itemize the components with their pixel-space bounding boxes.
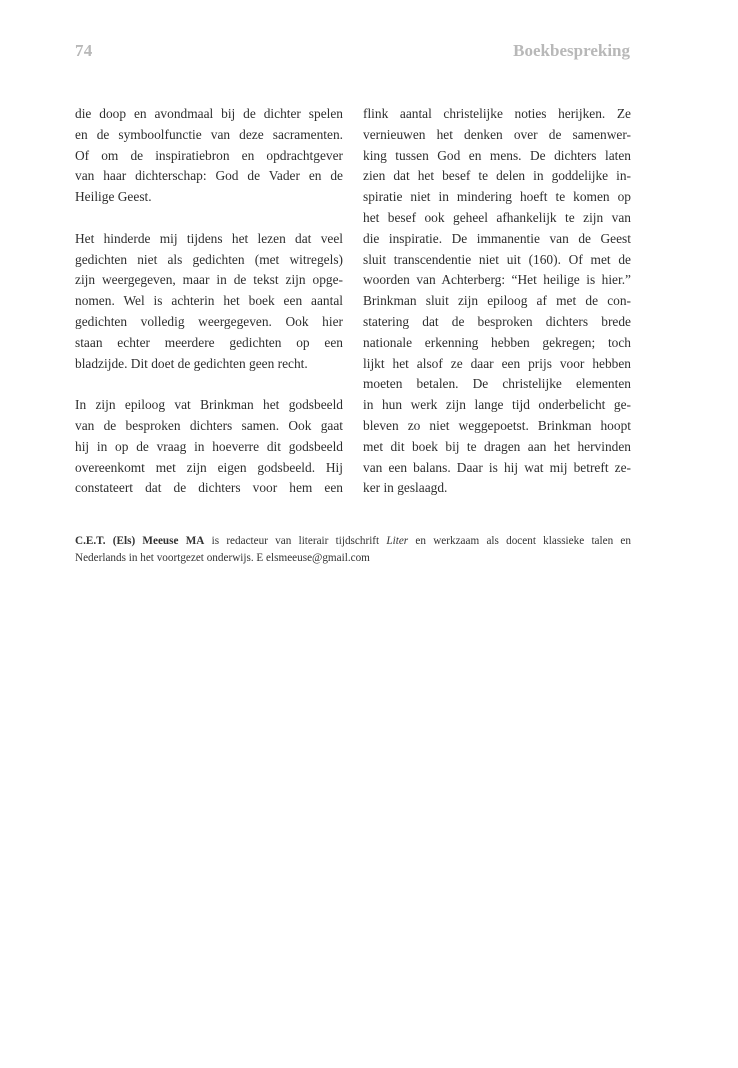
- paragraph-3: [75, 395, 343, 499]
- bio-text: en werkzaam als docent klassieke talen en: [408, 535, 631, 547]
- text-line: hij in op de vraag in hoeverre dit godsbeeld: [75, 438, 343, 454]
- bio-line: Nederlands in het voortgezet onderwijs. E elsmeeuse@gmail.com: [75, 551, 370, 564]
- text-line: zien dat het besef te delen in goddelijke in-: [363, 168, 631, 184]
- text-line: In zijn epiloog vat Brinkman het godsbeeld: [75, 397, 343, 413]
- text-line: gedichten volledig weergegeven. Ook hier: [75, 313, 343, 329]
- text-line: lijkt het alsof ze daar een prijs voor hebben: [363, 355, 631, 371]
- text-line: nomen. Wel is achterin het boek een aantal: [75, 293, 343, 309]
- bio-text: is redacteur van literair tijdschrift: [204, 535, 387, 547]
- text-line: Of om de inspiratiebron en opdrachtgever: [75, 147, 343, 163]
- text-line: die doop en avondmaal bij de dichter spelen: [75, 106, 343, 121]
- text-line: nationale erkenning hebben gekregen; toch: [363, 334, 631, 350]
- text-line: overeenkomt met zijn eigen godsbeeld. Hij: [75, 459, 343, 475]
- text-line: Brinkman sluit zijn epiloog af met de con-: [363, 293, 631, 309]
- author-name: C.E.T. (Els) Meeuse MA: [75, 535, 205, 547]
- text-line: zijn weergegeven, maar in de tekst zijn opge-: [75, 272, 343, 288]
- text-line: bladzijde. Dit doet de gedichten geen recht.: [75, 355, 308, 371]
- page-number: 74: [75, 41, 93, 60]
- text-line: vernieuwen het denken over de samenwer-: [363, 126, 631, 142]
- text-line: woorden van Achterberg: “Het heilige is hier.”: [363, 272, 631, 288]
- text-line: gedichten niet als gedichten (met witregels): [75, 251, 343, 267]
- text-line: Het hinderde mij tijdens het lezen dat veel: [75, 230, 343, 246]
- right-column: [363, 104, 631, 499]
- text-line: bleven zo niet weggepoetst. Brinkman hoopt: [363, 417, 631, 433]
- left-column: [75, 104, 343, 499]
- text-line: ker in geslaagd.: [363, 480, 448, 496]
- text-line: Heilige Geest.: [75, 189, 152, 205]
- text-line: het besef ook geheel afhankelijk te zijn van: [363, 209, 631, 225]
- running-head: Boekbespreking: [513, 41, 630, 60]
- text-line: staan echter meerdere gedichten op een: [75, 334, 343, 350]
- author-bio: [75, 533, 631, 566]
- text-line: flink aantal christelijke noties herijken. Ze: [363, 106, 631, 121]
- text-line: en de symboolfunctie van deze sacramenten.: [75, 126, 343, 142]
- text-line: spiratie niet in mindering hoeft te komen op: [363, 189, 631, 205]
- text-line: sluit transcendentie niet uit (160). Of met de: [363, 251, 631, 267]
- text-line: die inspiratie. De immanentie van de Geest: [363, 230, 631, 246]
- text-line: statering dat de besproken dichters brede: [363, 313, 631, 329]
- text-line: met dit boek bij te dragen aan het hervinden: [363, 438, 631, 454]
- bio-line: [75, 533, 631, 550]
- text-line: van haar dichterschap: God de Vader en de: [75, 168, 343, 184]
- text-line: constateert dat de dichters voor hem een: [75, 480, 343, 496]
- paragraph-1: [75, 104, 343, 208]
- text-line: moeten betalen. De christelijke elementen: [363, 376, 631, 392]
- paragraph-2: [75, 229, 343, 375]
- text-line: in hun werk zijn lange tijd onderbelicht ge-: [363, 397, 631, 413]
- text-line: king tussen God en mens. De dichters laten: [363, 147, 631, 163]
- journal-name: Liter: [386, 535, 409, 547]
- text-line: van de besproken dichters samen. Ook gaat: [75, 417, 343, 433]
- text-line: van een balans. Daar is hij wat mij betreft ze-: [363, 459, 631, 475]
